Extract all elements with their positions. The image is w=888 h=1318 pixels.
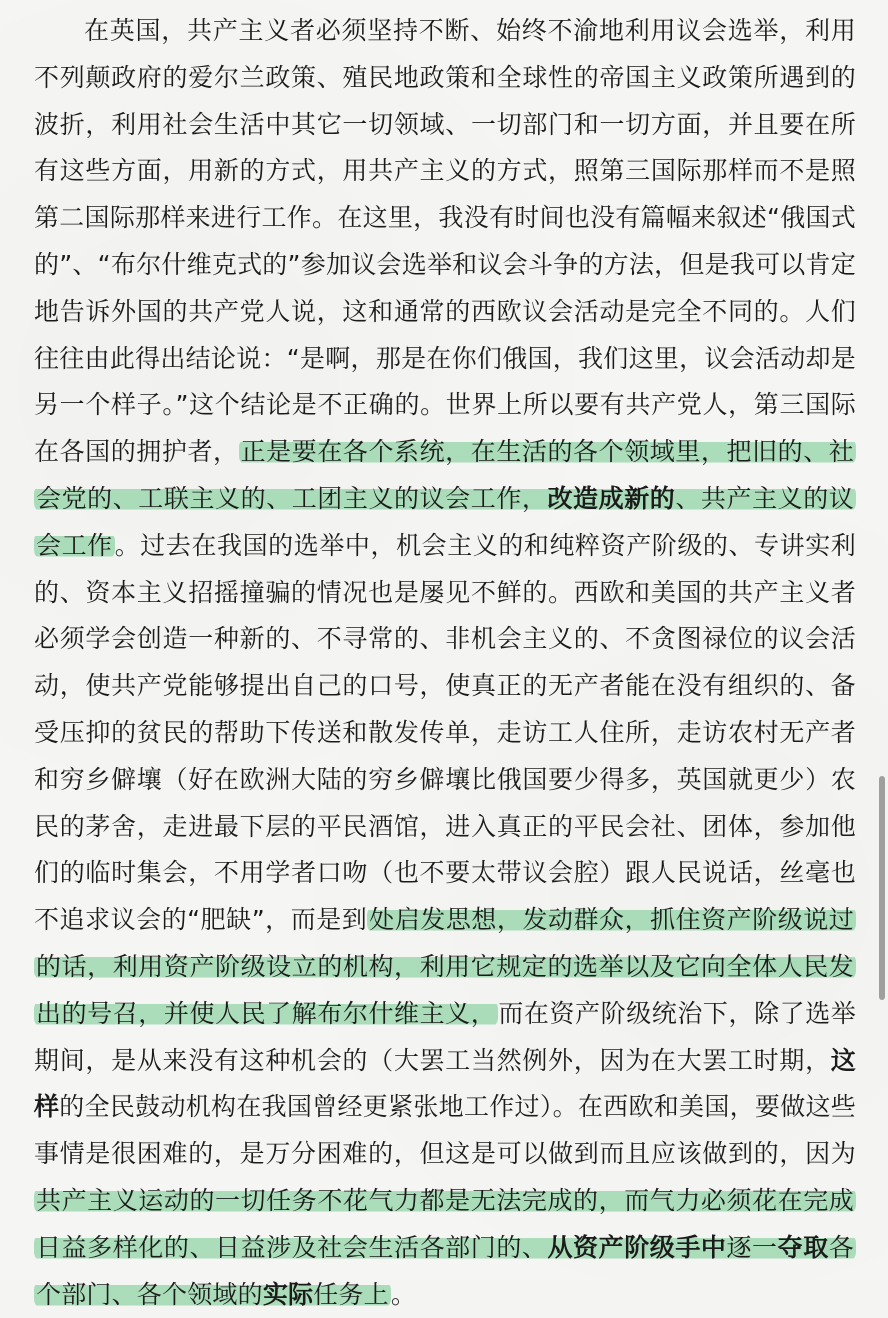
text-segment: 而在资产阶级统治下，除了选举期间，是从来没有这种机会的（大罢工当然例外，因为在大罢工时期， — [34, 998, 856, 1075]
text-segment: 正是要在各个系统，在生活的各个领域里，把旧的、社会党的、工联主义的、工团主义的议会工作， — [36, 437, 854, 513]
text-segment: 、共产主义的议会工作 — [36, 483, 854, 560]
text-segment: 共产主义运动的一切任务不花气力都是无法完成的，而气力必须花在完成日益多样化的、日益涉及社会生活各部门的、 — [36, 1185, 854, 1262]
text-segment: 逐一 — [726, 1232, 778, 1262]
highlighted-text: 处启发思想，发动群众，抓住资产阶级说过的话，利用资产阶级设立的机构，利用它规定的选举以及它向全体人民发出的号召，并使人民了解布尔什维主义， — [36, 905, 854, 1028]
bold-text: 这样 — [34, 1045, 856, 1122]
text-segment: 的全民鼓动机构在我国曾经更紧张地工作过）。在西欧和美国，要做这些事情是很困难的，是万分困难的，但这是可以做到而且应该做到的，因为 — [34, 1092, 856, 1169]
bold-text: 改造成新的 — [547, 483, 676, 513]
text-segment: 。 — [390, 1279, 417, 1309]
text-segment: 在英国，共产主义者必须坚持不断、始终不渝地利用议会选举，利用不列颠政府的爱尔兰政策、殖民地政策和全球性的帝国主义政策所遇到的波折，利用社会生活中其它一切领域、一切部门和一切方面，并且要在所有这些方面，用新的方式，用共产主义的方式，照第三国际那样而不是照第二国际那样来进行工作。在这里，我没有时间也没有篇幅来叙述“俄国式的”、“布尔什维克式的”参加议会选举和议会斗争的方法，但是我可以肯定地告诉外国的共产党人说，这和通常的西欧议会活动是完全不同的。人们往往由此得出结论说：“是啊，那是在你们俄国，我们这里，议会活动却是另一个样子。”这个结论是不正确的。世界上所以要有共产党人，第三国际在各国的拥护者， — [34, 16, 856, 467]
bold-text: 从资产阶级手中 — [547, 1232, 727, 1262]
document-body-paragraph — [34, 8, 856, 1318]
scrollbar-thumb[interactable] — [879, 776, 885, 1000]
bold-text: 实际 — [262, 1279, 314, 1309]
text-segment: 任务上 — [313, 1279, 389, 1309]
highlighted-text — [34, 1186, 856, 1309]
bold-text: 夺取 — [777, 1232, 829, 1262]
text-segment: 各个部门、各个领域的 — [36, 1232, 854, 1309]
text-segment: 。过去在我国的选举中，机会主义的和纯粹资产阶级的、专讲实利的、资本主义招摇撞骗的情况也是屡见不鲜的。西欧和美国的共产主义者必须学会创造一种新的、不寻常的、非机会主义的、不贪图禄位的议会活动，使共产党能够提出自己的口号，使真正的无产者能在没有组织的、备受压抑的贫民的帮助下传送和散发传单，走访工人住所，走访农村无产者和穷乡僻壤（好在欧洲大陆的穷乡僻壤比俄国要少得多，英国就更少）农民的茅舍，走进最下层的平民酒馆，进入真正的平民会社、团体，参加他们的临时集会，不用学者口吻（也不要太带议会腔）跟人民说话，丝毫也不追求议会的“肥缺”，而是到 — [34, 530, 856, 935]
